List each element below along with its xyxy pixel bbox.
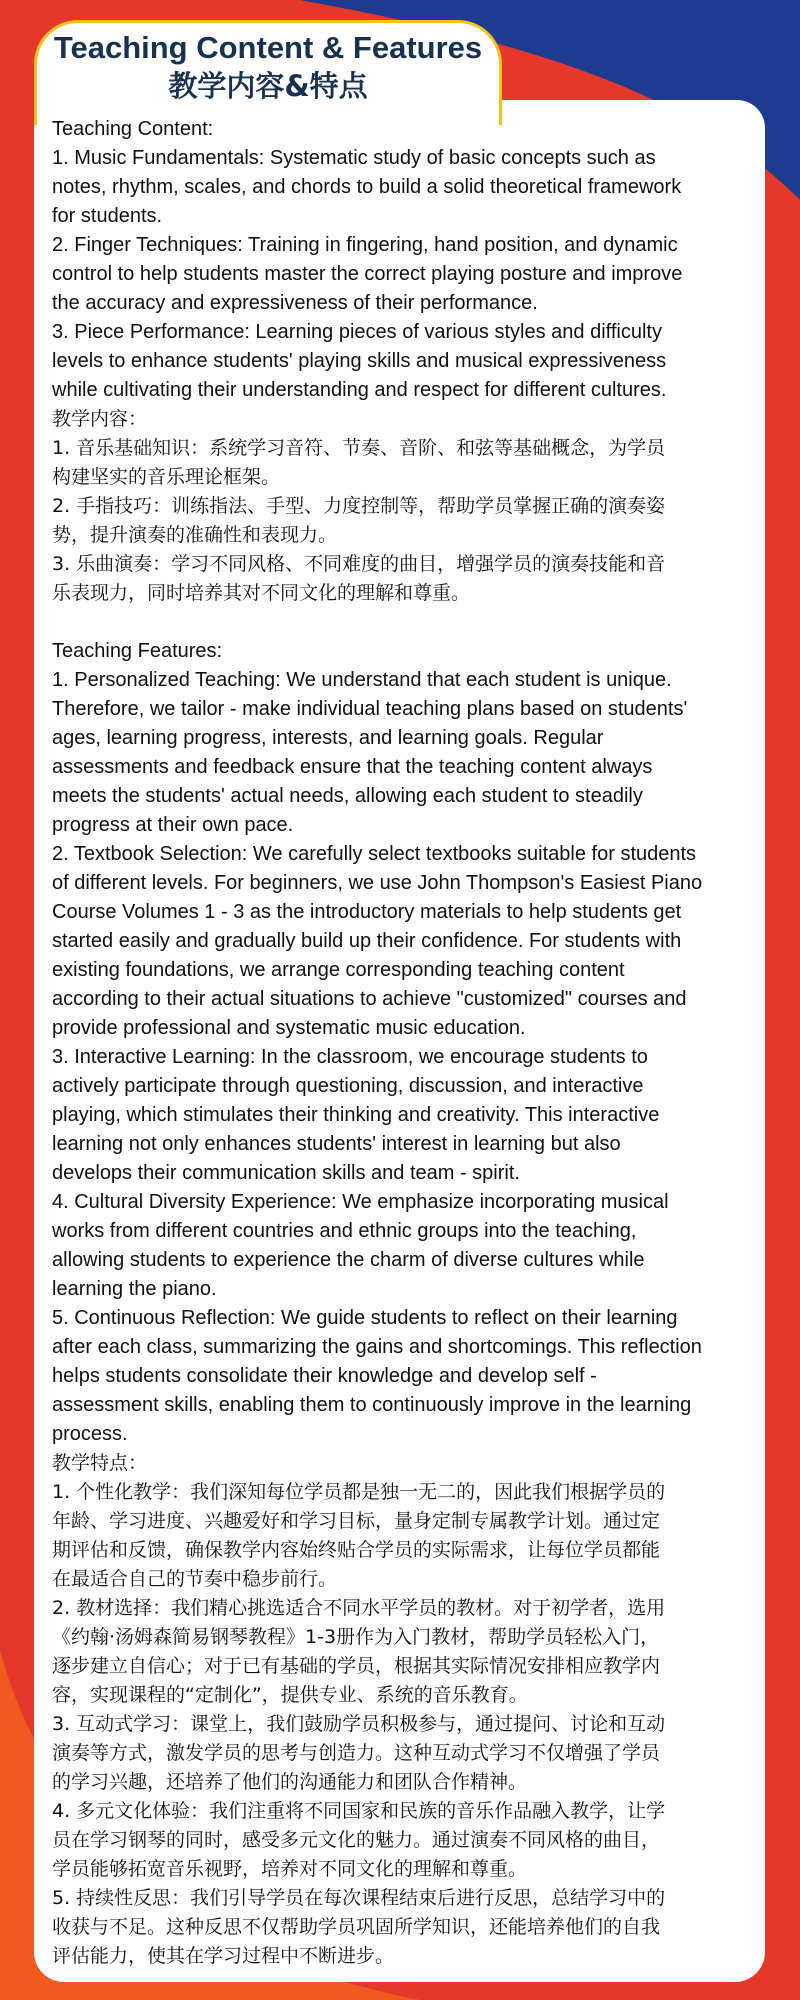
text-line: meets the students' actual needs, allowing each student to steadily [52,785,643,807]
text-line: 容，实现课程的“定制化”，提供专业、系统的音乐教育。 [52,1684,528,1706]
text-line: 5. Continuous Reflection: We guide students to reflect on their learning [52,1307,678,1329]
text-line: 期评估和反馈，确保教学内容始终贴合学员的实际需求，让每位学员都能 [52,1539,661,1561]
text-line: 2. Finger Techniques: Training in fingering, hand position, and dynamic [52,234,678,256]
content-text [52,115,752,1971]
text-line: assessments and feedback ensure that the teaching content always [52,756,653,778]
text-line: assessment skills, enabling them to continuously improve in the learning [52,1394,692,1416]
text-line: 5. 持续性反思：我们引导学员在每次课程结束后进行反思，总结学习中的 [52,1887,666,1909]
text-line: 教学内容： [52,408,148,430]
text-line: the accuracy and expressiveness of their performance. [52,292,538,314]
text-line: Teaching Features: [52,640,223,662]
page-title-chinese: 教学内容&特点 [168,69,368,103]
text-line: of different levels. For beginners, we use John Thompson's Easiest Piano [52,872,703,894]
text-line: learning the piano. [52,1278,217,1300]
text-line: 演奏等方式，激发学员的思考与创造力。这种互动式学习不仅增强了学员 [52,1742,661,1764]
text-line: according to their actual situations to achieve "customized" courses and [52,988,687,1010]
text-line: for students. [52,205,163,227]
text-line: levels to enhance students' playing skills and musical expressiveness [52,350,667,372]
text-line: learning not only enhances students' interest in learning but also [52,1133,621,1155]
page-title-english: Teaching Content & Features [53,30,483,65]
text-line: 教学特点： [52,1452,148,1474]
text-line: 3. 乐曲演奏：学习不同风格、不同难度的曲目，增强学员的演奏技能和音 [52,553,666,575]
text-line: 1. Music Fundamentals: Systematic study of basic concepts such as [52,147,656,169]
text-line: works from different countries and ethnic groups into the teaching, [52,1220,637,1242]
text-line: playing, which stimulates their thinking and creativity. This interactive [52,1104,660,1126]
text-line: 乐表现力，同时培养其对不同文化的理解和尊重。 [52,582,471,604]
text-line: 《约翰·汤姆森简易钢琴教程》1-3册作为入门教材，帮助学员轻松入门， [52,1626,660,1648]
text-line: Course Volumes 1 - 3 as the introductory materials to help students get [52,901,682,923]
text-line: 3. Interactive Learning: In the classroom, we encourage students to [52,1046,648,1068]
text-line: 4. 多元文化体验：我们注重将不同国家和民族的音乐作品融入教学，让学 [52,1800,666,1822]
text-line: 在最适合自己的节奏中稳步前行。 [52,1568,338,1590]
text-line: 1. Personalized Teaching: We understand that each student is unique. [52,669,672,691]
text-line: 2. Textbook Selection: We carefully select textbooks suitable for students [52,843,697,865]
text-line: 3. 互动式学习：课堂上，我们鼓励学员积极参与，通过提问、讨论和互动 [52,1713,666,1735]
text-line: 学员能够拓宽音乐视野，培养对不同文化的理解和尊重。 [52,1858,528,1880]
text-line: 的学习兴趣，还培养了他们的沟通能力和团队合作精神。 [52,1771,528,1793]
text-line: 员在学习钢琴的同时，感受多元文化的魅力。通过演奏不同风格的曲目， [52,1829,661,1851]
text-line: Teaching Content: [52,118,214,140]
text-line: 收获与不足。这种反思不仅帮助学员巩固所学知识，还能培养他们的自我 [52,1916,661,1938]
text-line: 2. 手指技巧：训练指法、手型、力度控制等，帮助学员掌握正确的演奏姿 [52,495,666,517]
text-line [52,608,752,637]
title-tab [34,20,502,125]
text-line: after each class, summarizing the gains and shortcomings. This reflection [52,1336,702,1358]
text-line: while cultivating their understanding and respect for different cultures. [52,379,667,401]
text-line: 势，提升演奏的准确性和表现力。 [52,524,338,546]
text-line: provide professional and systematic music education. [52,1017,526,1039]
text-line: helps students consolidate their knowledge and develop self - [52,1365,597,1387]
text-line: develops their communication skills and team - spirit. [52,1162,520,1184]
text-line: allowing students to experience the charm of diverse cultures while [52,1249,645,1271]
text-line: 1. 音乐基础知识：系统学习音符、节奏、音阶、和弦等基础概念，为学员 [52,437,666,459]
text-line: actively participate through questioning, discussion, and interactive [52,1075,644,1097]
text-line: 3. Piece Performance: Learning pieces of various styles and difficulty [52,321,662,343]
text-line: 2. 教材选择：我们精心挑选适合不同水平学员的教材。对于初学者，选用 [52,1597,666,1619]
text-line: started easily and gradually build up their confidence. For students with [52,930,682,952]
text-line: 构建坚实的音乐理论框架。 [52,466,281,488]
text-line: 年龄、学习进度、兴趣爱好和学习目标，量身定制专属教学计划。通过定 [52,1510,661,1532]
text-line: progress at their own pace. [52,814,294,836]
text-line: 评估能力，使其在学习过程中不断进步。 [52,1945,395,1967]
text-line: process. [52,1423,128,1445]
text-line: Therefore, we tailor - make individual teaching plans based on students' [52,698,688,720]
text-line: 1. 个性化教学：我们深知每位学员都是独一无二的，因此我们根据学员的 [52,1481,666,1503]
text-line: existing foundations, we arrange corresponding teaching content [52,959,625,981]
text-line: ages, learning progress, interests, and learning goals. Regular [52,727,604,749]
text-line: 4. Cultural Diversity Experience: We emphasize incorporating musical [52,1191,669,1213]
text-line: notes, rhythm, scales, and chords to build a solid theoretical framework [52,176,682,198]
text-line: 逐步建立自信心；对于已有基础的学员，根据其实际情况安排相应教学内 [52,1655,661,1677]
text-line: control to help students master the correct playing posture and improve [52,263,683,285]
